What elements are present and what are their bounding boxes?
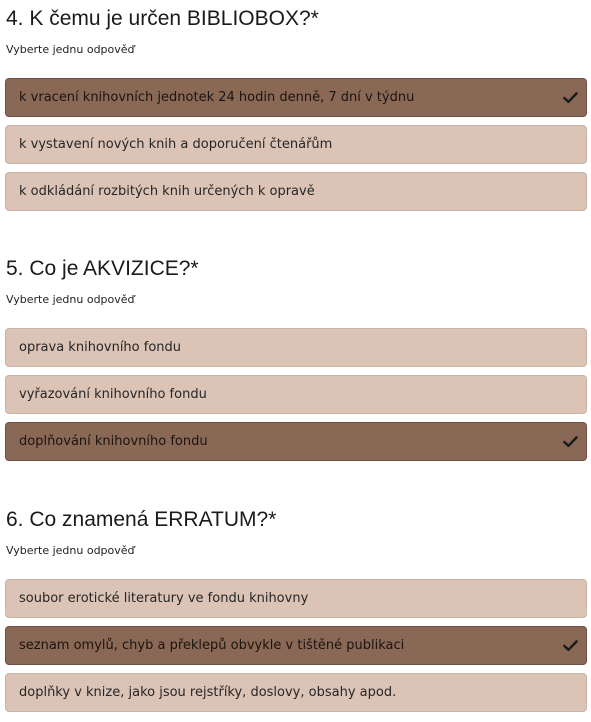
checkmark-icon xyxy=(563,638,578,653)
answer-option-label: doplňky v knize, jako jsou rejstříky, doslovy, obsahy apod. xyxy=(19,685,397,700)
answer-option[interactable] xyxy=(5,172,587,211)
answer-option[interactable] xyxy=(5,125,587,164)
answer-option-label: soubor erotické literatury ve fondu knihovny xyxy=(19,591,309,606)
question-hint: Vyberte jednu odpověď xyxy=(6,544,135,557)
answer-option[interactable] xyxy=(5,673,587,712)
question-title: 6. Co znamená ERRATUM?* xyxy=(6,508,277,531)
question-hint: Vyberte jednu odpověď xyxy=(6,43,135,56)
answer-option[interactable] xyxy=(5,422,587,461)
answer-option[interactable] xyxy=(5,626,587,665)
answer-option-label: k vystavení nových knih a doporučení čtenářům xyxy=(19,137,333,152)
checkmark-icon xyxy=(563,90,578,105)
checkmark-icon xyxy=(563,434,578,449)
answer-option[interactable] xyxy=(5,375,587,414)
answer-option-label: vyřazování knihovního fondu xyxy=(19,387,207,402)
answer-option[interactable] xyxy=(5,579,587,618)
answer-option-label: k odkládání rozbitých knih určených k opravě xyxy=(19,184,315,199)
answer-option-label: seznam omylů, chyb a překlepů obvykle v tištěné publikaci xyxy=(19,638,405,653)
answer-option-label: doplňování knihovního fondu xyxy=(19,434,208,449)
question-title: 4. K čemu je určen BIBLIOBOX?* xyxy=(6,7,319,30)
question-title: 5. Co je AKVIZICE?* xyxy=(6,257,199,280)
answer-option[interactable] xyxy=(5,328,587,367)
answer-option[interactable] xyxy=(5,78,587,117)
question-hint: Vyberte jednu odpověď xyxy=(6,293,135,306)
answer-option-label: oprava knihovního fondu xyxy=(19,340,182,355)
answer-option-label: k vracení knihovních jednotek 24 hodin denně, 7 dní v týdnu xyxy=(19,90,415,105)
